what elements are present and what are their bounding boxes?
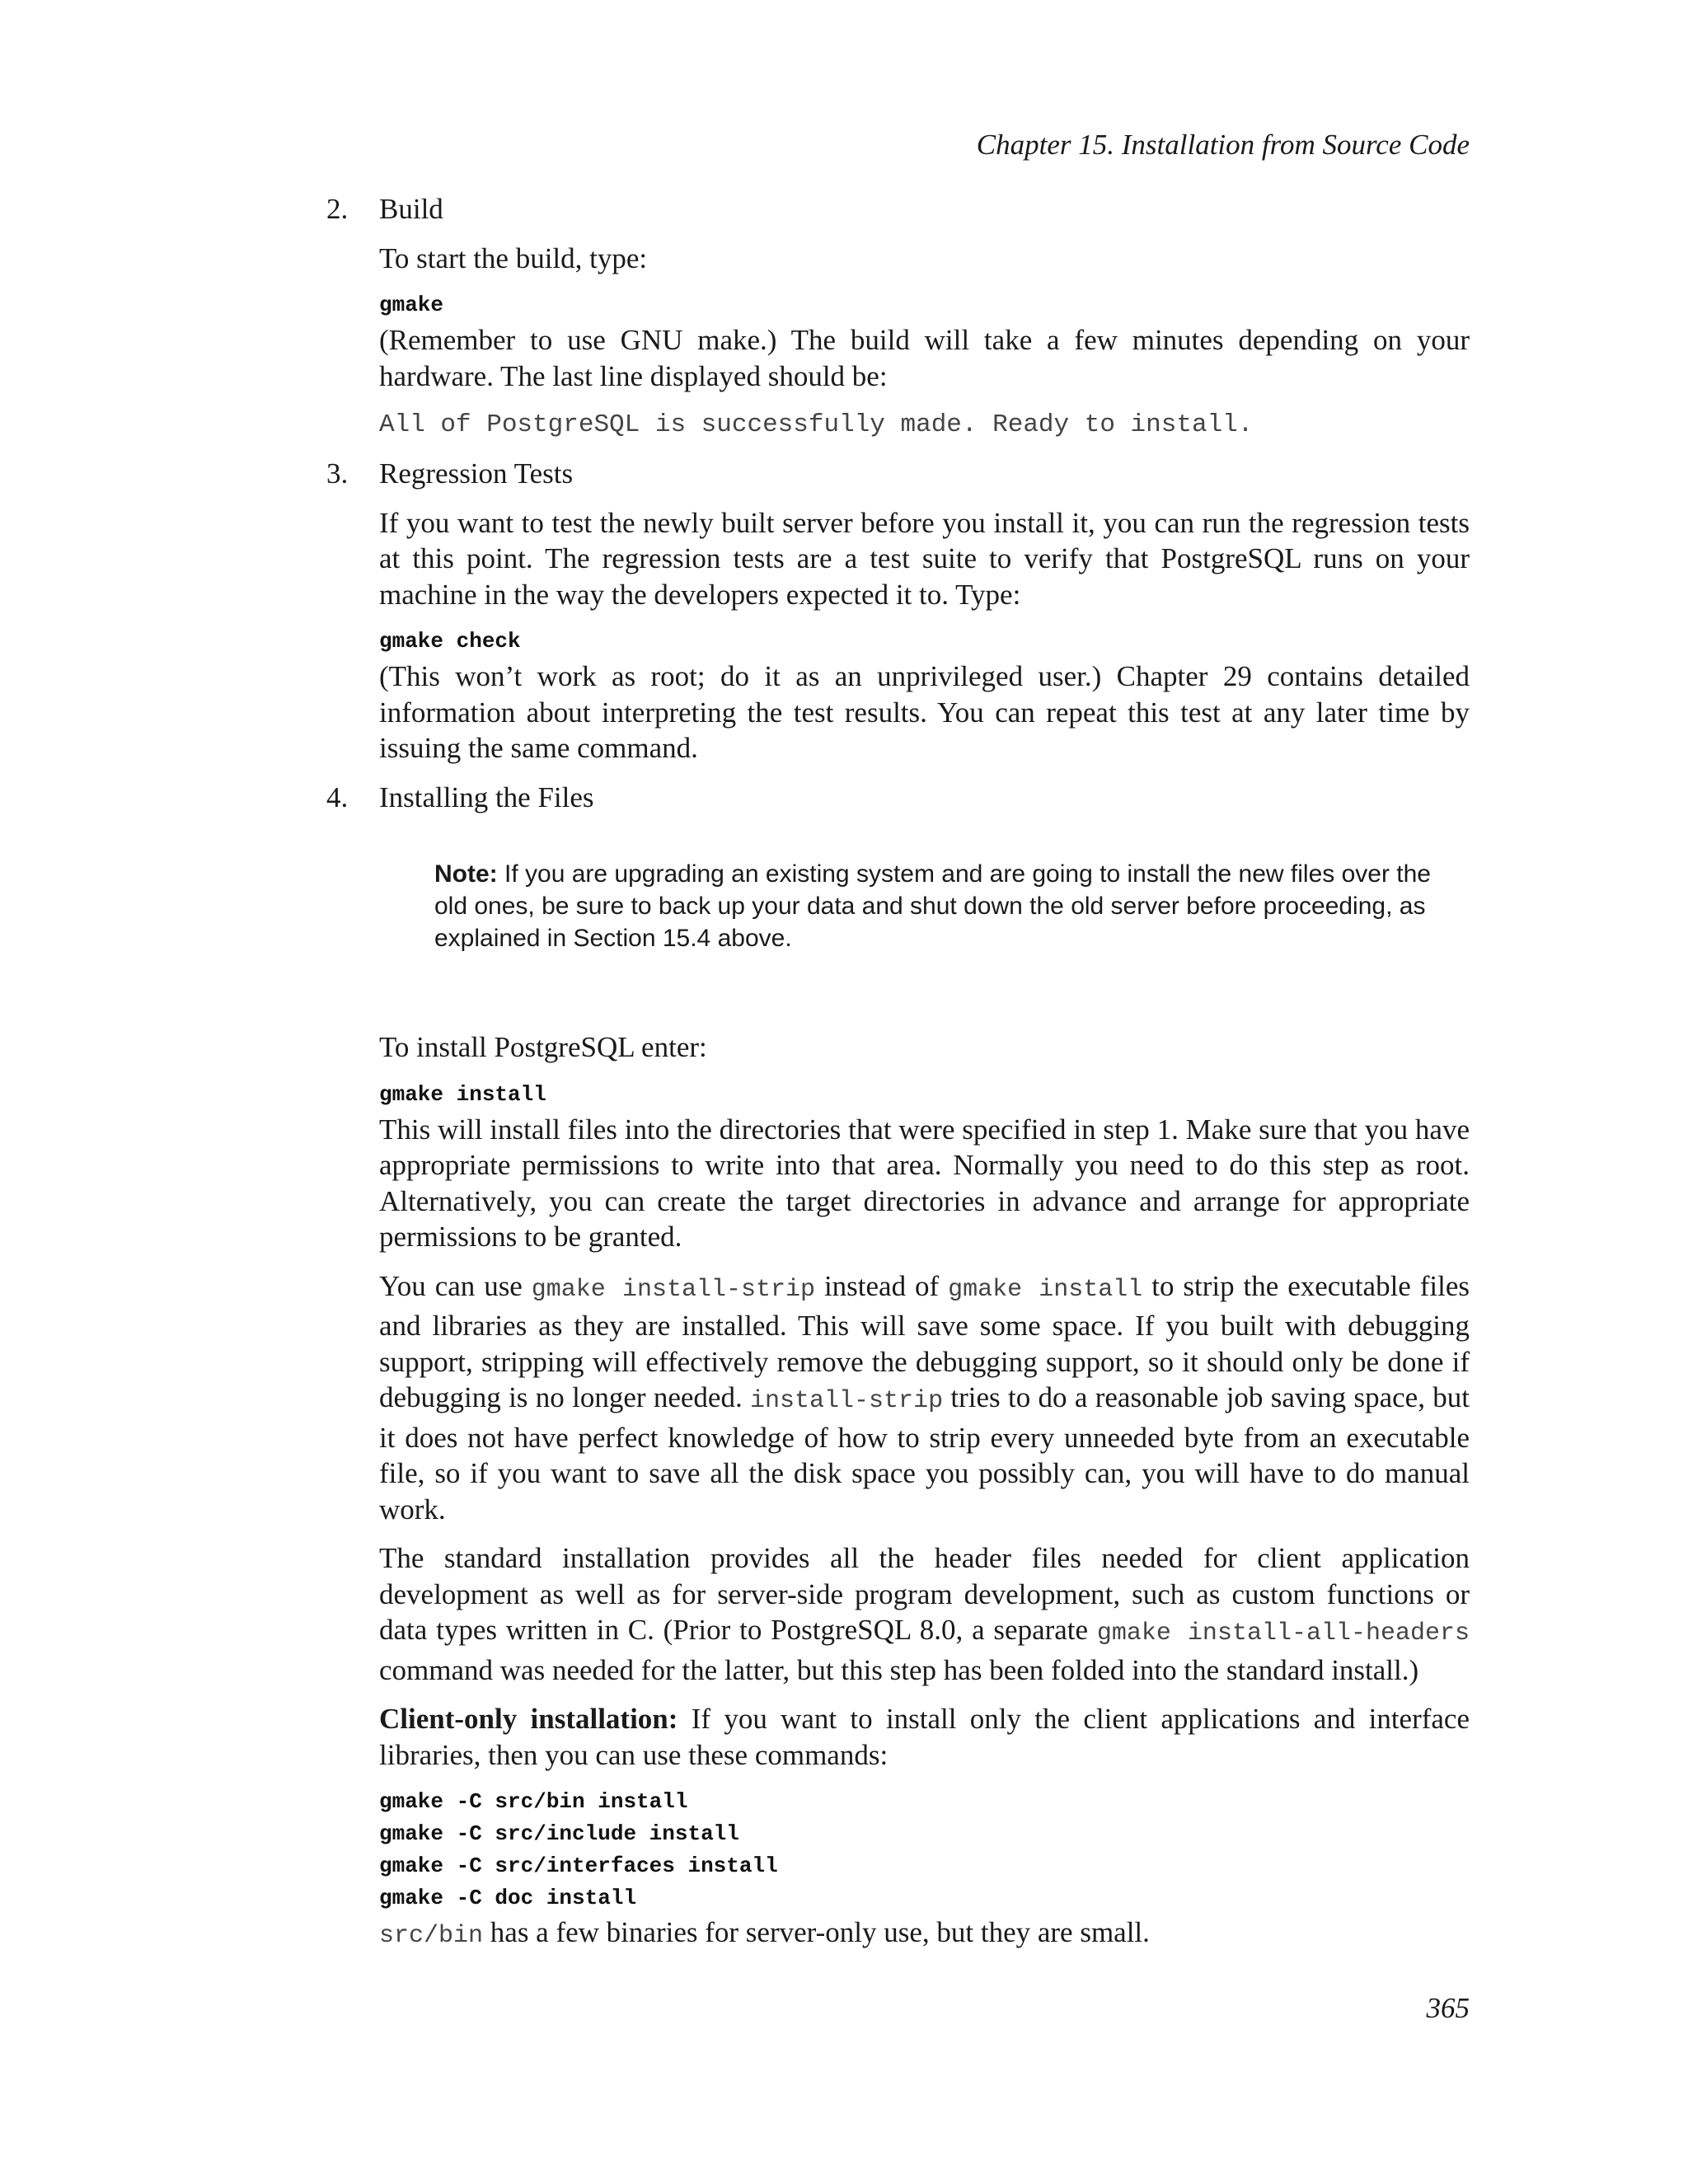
text-run: The standard installation provides all the header files needed for client application development as well as for server-side program development, such as custom functions or data types written in C. (Prior to PostgreSQL 8.0, a separate	[379, 1542, 1470, 1646]
inline-code: install-strip	[750, 1387, 944, 1415]
text-run: has a few binaries for server-only use, but they are small.	[483, 1916, 1150, 1948]
inline-code: gmake install-all-headers	[1096, 1619, 1470, 1647]
inline-code: gmake install-strip	[531, 1275, 816, 1304]
step-build	[326, 191, 1470, 443]
page-number: 365	[1426, 1992, 1470, 2024]
step-body: (Remember to use GNU make.) The build will take a few minutes depending on your hardware. The last line displayed should be:	[379, 324, 1470, 392]
step-number: 2.	[326, 193, 349, 225]
command-block: gmake	[379, 293, 444, 317]
note-label: Note:	[434, 860, 498, 888]
step-regression-tests	[326, 456, 1470, 766]
inline-code: gmake install	[948, 1275, 1143, 1304]
command-block: gmake install	[379, 1081, 546, 1107]
text-run: tries to do a reasonable job saving space, but it does not have perfect knowledge of how to strip every unneeded byte from an executable file, so if you want to save all the disk space you possibly can, you will have to do manual work.	[379, 1381, 1470, 1526]
step-number: 4.	[326, 780, 349, 813]
text-run: You can use	[379, 1269, 532, 1302]
client-only-label: Client-only installation:	[379, 1703, 678, 1735]
client-only-paragraph	[379, 1701, 1470, 1773]
text-run: instead of	[815, 1269, 949, 1302]
console-output: All of PostgreSQL is successfully made. Ready to install.	[379, 410, 1254, 439]
step-title: Build	[379, 193, 443, 225]
command-line: gmake -C src/include install	[379, 1821, 739, 1846]
step-intro: To start the build, type:	[379, 241, 648, 274]
text-run: to strip the executable files and libraries as they are installed. This will save some space. If you built with debugging support, stripping will effectively remove the debugging support, so it should only be done if debugging is no longer needed.	[379, 1269, 1470, 1413]
main-content	[326, 191, 1470, 1968]
step-title: Regression Tests	[379, 457, 574, 490]
step-body: (This won’t work as root; do it as an unprivileged user.) Chapter 29 contains detailed information about interpreting the test results. You can repeat this test at any later time by issuing the same command.	[379, 660, 1470, 764]
strip-paragraph	[379, 1268, 1470, 1528]
step-intro: If you want to test the newly built server before you install it, you can run the regression tests at this point. The regression tests are a test suite to verify that PostgreSQL runs on your machine in the way the developers expected it to. Type:	[379, 506, 1470, 611]
inline-code: src/bin	[379, 1922, 484, 1950]
install-intro: To install PostgreSQL enter:	[379, 1031, 707, 1063]
headers-paragraph	[379, 1540, 1470, 1688]
install-body: This will install files into the directories that were specified in step 1. Make sure that you have appropriate permissions to write into that area. Normally you need to do this step as root. Alternatively, you can create the target directories in advance and arrange for appropriate permissions to be granted.	[379, 1113, 1470, 1253]
command-block: gmake check	[379, 629, 521, 654]
note-box	[434, 858, 1470, 954]
text-run: command was needed for the latter, but this step has been folded into the standard install.)	[379, 1653, 1419, 1686]
client-command-list	[379, 1786, 1470, 1915]
final-paragraph	[379, 1915, 1470, 1955]
text-run: If you want to install only the client applications and interface libraries, then you can use these commands:	[379, 1703, 1470, 1771]
running-header: Chapter 15. Installation from Source Code	[976, 129, 1470, 161]
step-title: Installing the Files	[379, 780, 594, 813]
command-line: gmake -C src/interfaces install	[379, 1854, 778, 1878]
command-line: gmake -C doc install	[379, 1886, 637, 1910]
step-installing-files	[326, 780, 1470, 1955]
step-number: 3.	[326, 457, 349, 490]
note-text: If you are upgrading an existing system and are going to install the new files over the old ones, be sure to back up your data and shut down the old server before proceeding, as explained in Section 15.4 above.	[434, 860, 1431, 952]
command-line: gmake -C src/bin install	[379, 1789, 688, 1814]
